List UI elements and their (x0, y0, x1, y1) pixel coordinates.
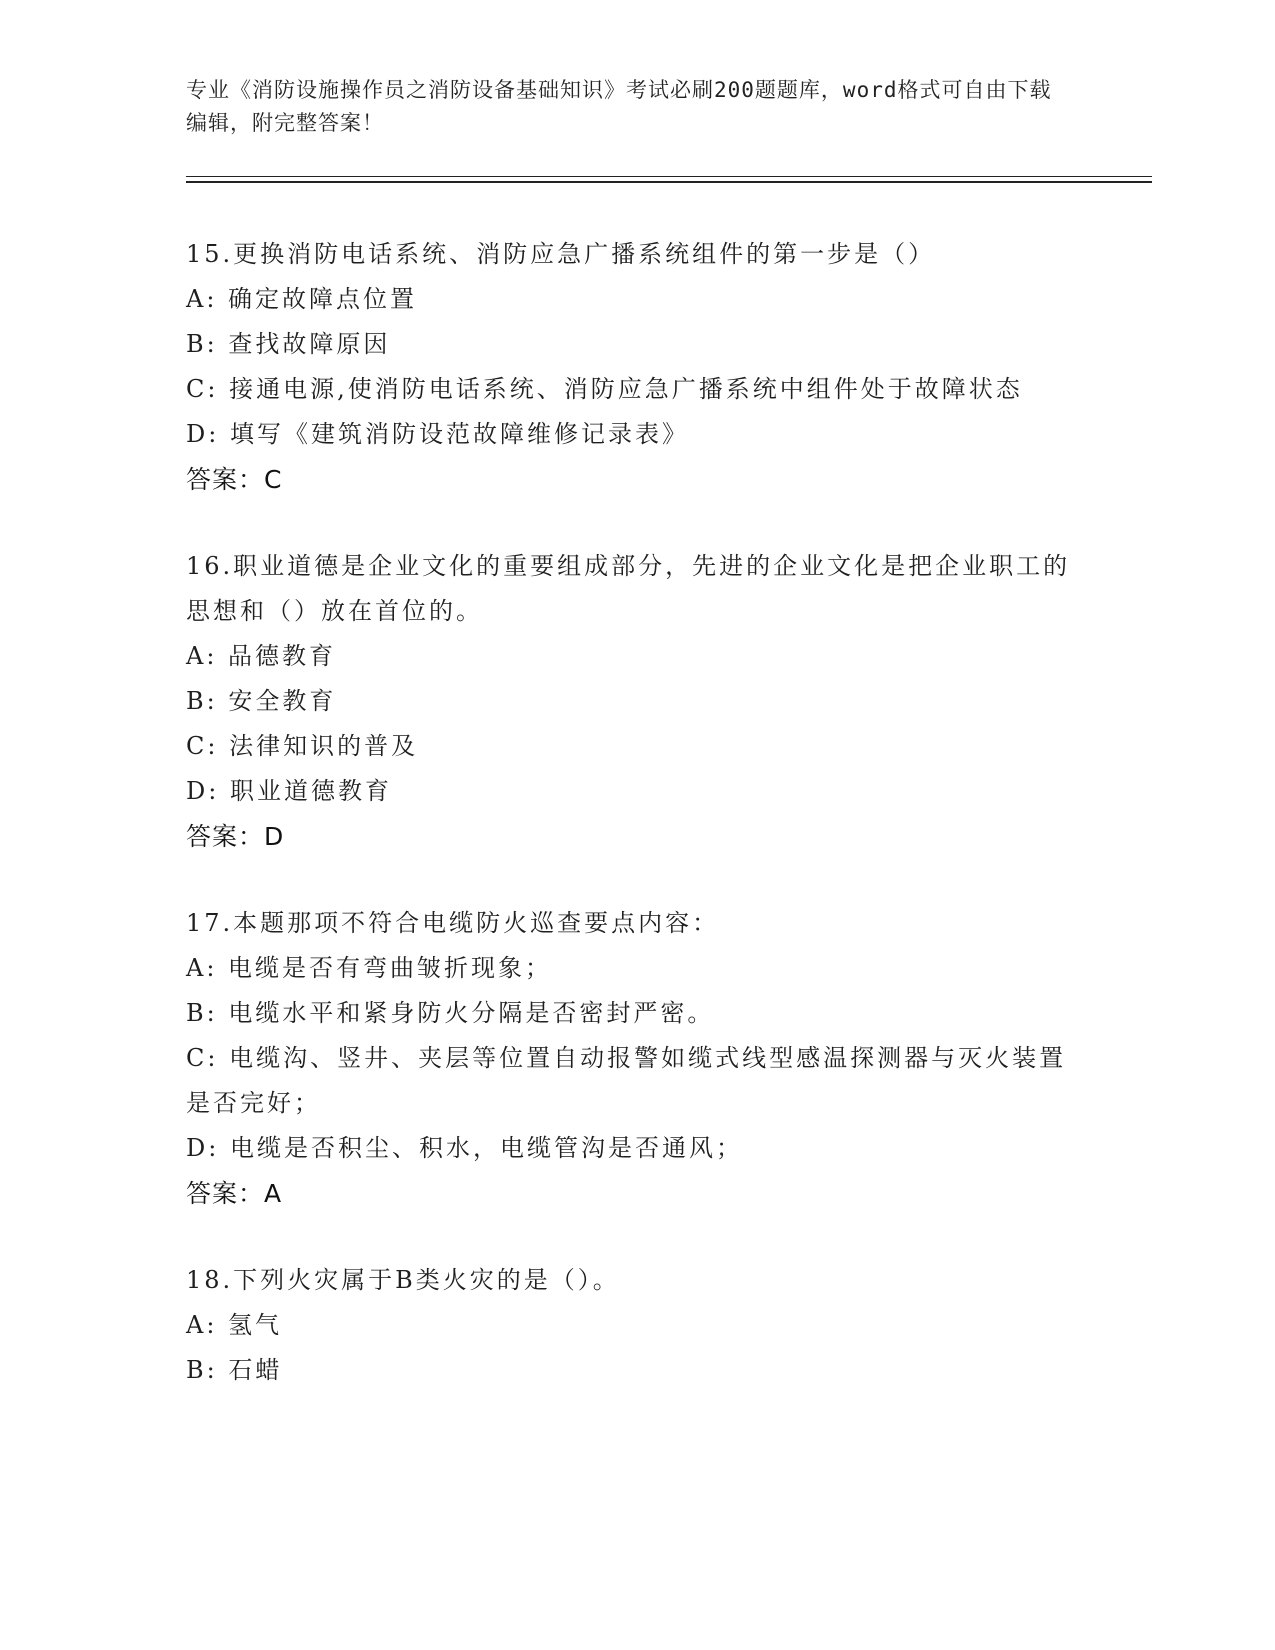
question-18 (186, 1258, 1076, 1393)
question-15 (186, 232, 1076, 502)
answer-line: 答案：D (186, 822, 285, 851)
option-b: B: 安全教育 (186, 687, 337, 715)
option-b: B: 电缆水平和紧身防火分隔是否密封严密。 (186, 999, 715, 1027)
answer-line: 答案：A (186, 1179, 283, 1208)
question-16 (186, 544, 1076, 859)
header-divider-top (186, 176, 1152, 177)
question-17 (186, 901, 1076, 1216)
question-list (186, 232, 1076, 1435)
option-a: A: 确定故障点位置 (186, 285, 418, 313)
option-d: D: 填写《建筑消防设范故障维修记录表》 (186, 420, 689, 448)
document-header: 专业《消防设施操作员之消防设备基础知识》考试必刷200题题库，word格式可自由下载编辑，附完整答案！ (186, 78, 1052, 135)
option-a: A: 品德教育 (186, 642, 337, 670)
question-stem: 15.更换消防电话系统、消防应急广播系统组件的第一步是（） (186, 240, 936, 268)
option-b: B: 查找故障原因 (186, 330, 391, 358)
option-d: D: 电缆是否积尘、积水，电缆管沟是否通风； (186, 1134, 743, 1162)
question-stem: 16.职业道德是企业文化的重要组成部分，先进的企业文化是把企业职工的思想和（）放在首位的。 (186, 552, 1071, 625)
question-stem: 17.本题那项不符合电缆防火巡查要点内容： (186, 909, 720, 937)
option-c: C: 电缆沟、竖井、夹层等位置自动报警如缆式线型感温探测器与灭火装置是否完好； (186, 1044, 1067, 1117)
header-divider-bottom (186, 181, 1152, 183)
answer-line: 答案：C (186, 465, 283, 494)
question-stem: 18.下列火灾属于B类火灾的是（）。 (186, 1266, 620, 1294)
option-c: C: 法律知识的普及 (186, 732, 419, 760)
option-a: A: 电缆是否有弯曲皱折现象； (186, 954, 553, 982)
option-b: B: 石蜡 (186, 1356, 283, 1384)
option-c: C: 接通电源,使消防电话系统、消防应急广播系统中组件处于故障状态 (186, 375, 1023, 403)
option-d: D: 职业道德教育 (186, 777, 392, 805)
option-a: A: 氢气 (186, 1311, 283, 1339)
